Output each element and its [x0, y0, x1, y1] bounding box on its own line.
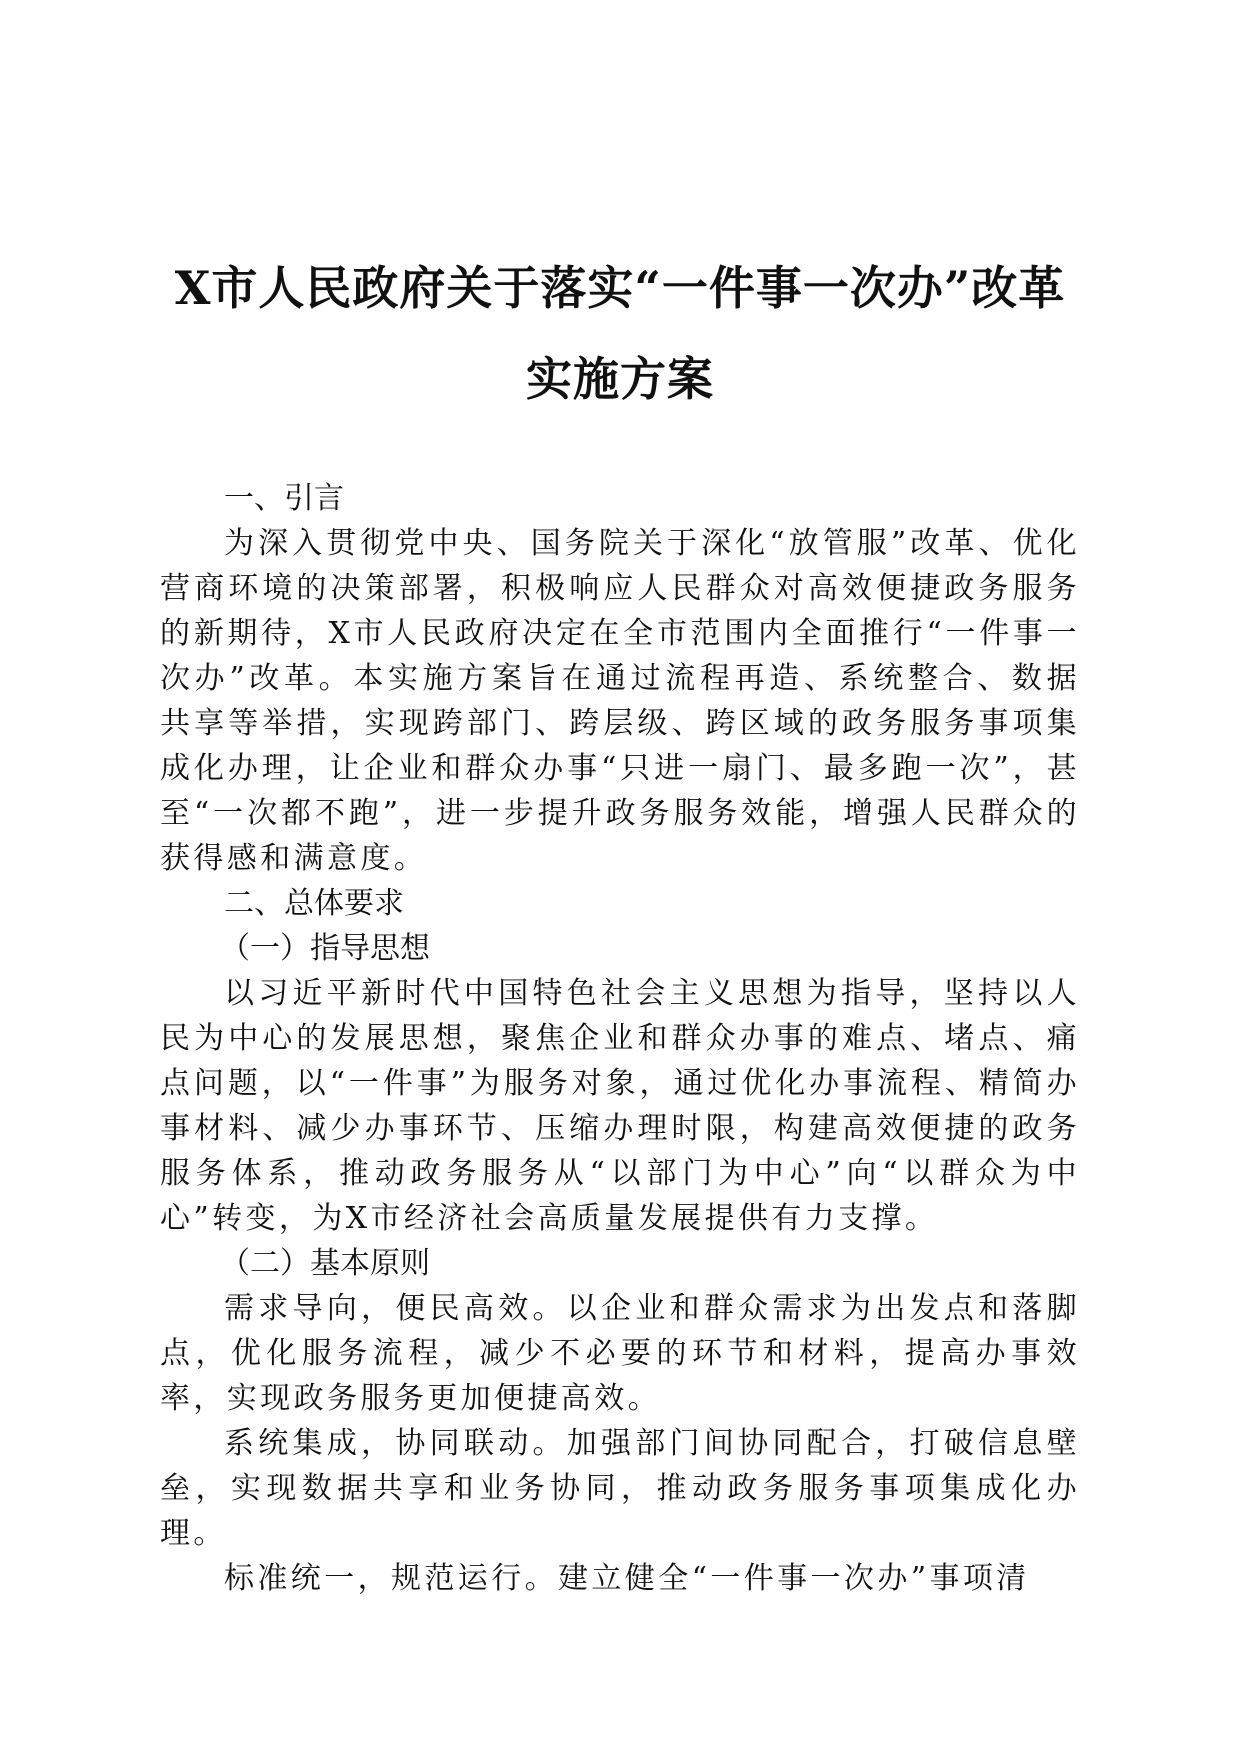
- document-body: [160, 476, 1080, 1601]
- paragraph-principle-standardization: 标准统一，规范运行。建立健全“一件事一次办”事项清: [224, 1561, 1030, 1596]
- subheading-basic-principles: （二）基本原则: [220, 1246, 430, 1281]
- paragraph-principle-system-integration: 系统集成，协同联动。加强部门间协同配合，打破信息壁垒，实现数据共享和业务协同，推动政务服务事项集成化办理。: [160, 1426, 1080, 1551]
- paragraph-introduction: 为深入贯彻党中央、国务院关于深化“放管服”改革、优化营商环境的决策部署，积极响应人民群众对高效便捷政务服务的新期待，X市人民政府决定在全市范围内全面推行“一件事一次办”改革。本实施方案旨在通过流程再造、系统整合、数据共享等举措，实现跨部门、跨层级、跨区域的政务服务事项集成化办理，让企业和群众办事“只进一扇门、最多跑一次”，甚至“一次都不跑”，进一步提升政务服务效能，增强人民群众的获得感和满意度。: [160, 526, 1080, 876]
- paragraph-guiding-ideology: 以习近平新时代中国特色社会主义思想为指导，坚持以人民为中心的发展思想，聚焦企业和群众办事的难点、堵点、痛点问题，以“一件事”为服务对象，通过优化办事流程、精简办事材料、减少办事环节、压缩办理时限，构建高效便捷的政务服务体系，推动政务服务从“以部门为中心”向“以群众为中心”转变，为X市经济社会高质量发展提供有力支撑。: [160, 976, 1080, 1236]
- subheading-guiding-ideology: （一）指导思想: [220, 931, 430, 966]
- section-heading-general-requirements: 二、总体要求: [224, 886, 404, 921]
- document-title-line-1: X市人民政府关于落实“一件事一次办”改革: [174, 261, 1066, 315]
- document-title-line-2: 实施方案: [526, 352, 714, 406]
- paragraph-principle-demand-oriented: 需求导向，便民高效。以企业和群众需求为出发点和落脚点，优化服务流程，减少不必要的环节和材料，提高办事效率，实现政务服务更加便捷高效。: [160, 1291, 1080, 1416]
- section-heading-introduction: 一、引言: [224, 481, 344, 516]
